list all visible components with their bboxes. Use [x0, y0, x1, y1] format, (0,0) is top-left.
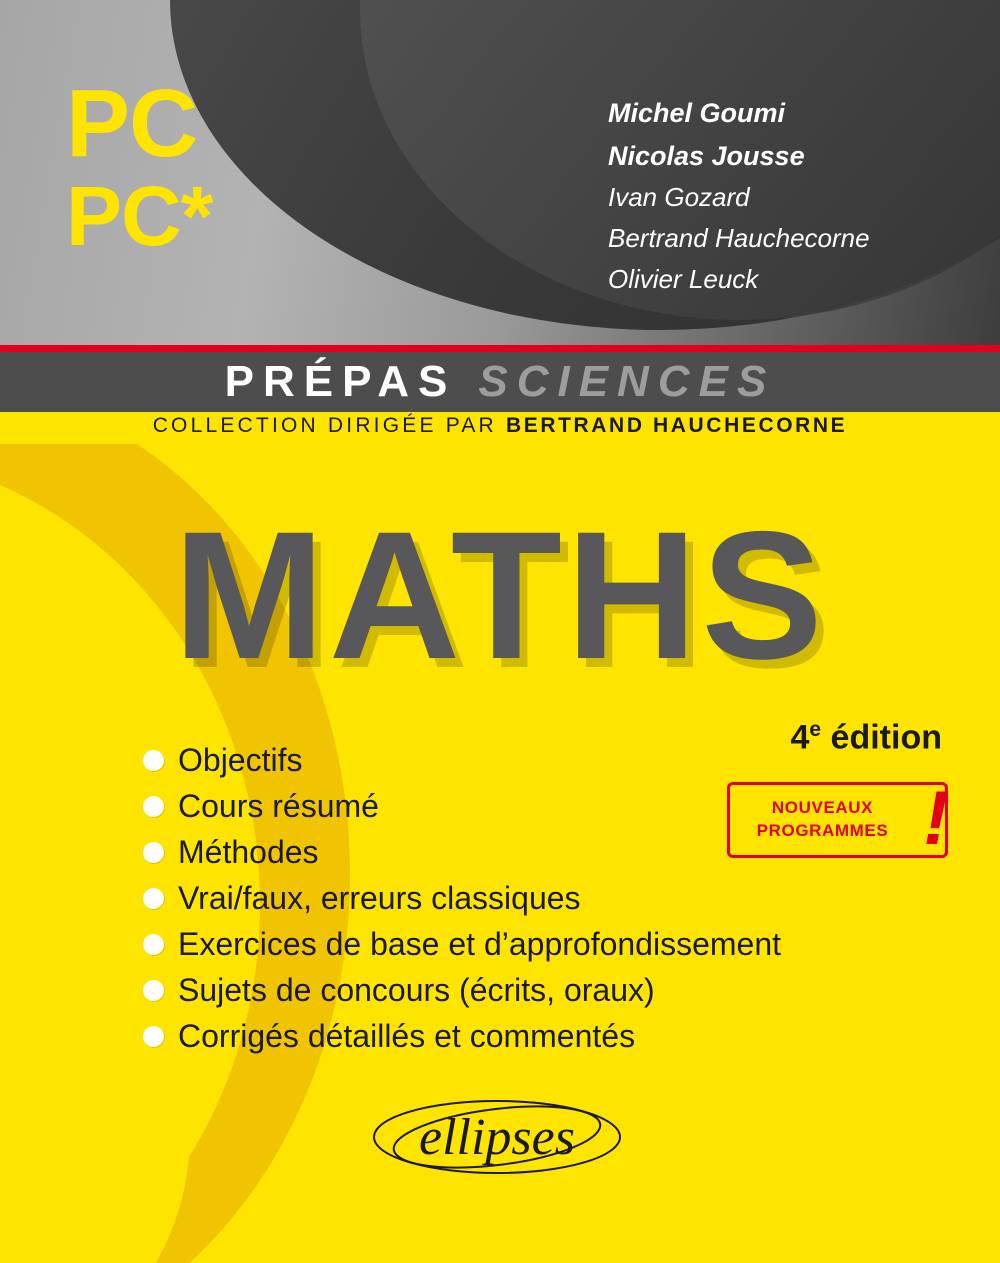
feature-list [143, 742, 883, 1064]
edition-word: édition [821, 718, 942, 757]
badge-line-2: PROGRAMMES [756, 821, 889, 840]
list-item [143, 926, 883, 963]
list-item-label: Corrigés détaillés et commentés [178, 1018, 636, 1054]
list-item [143, 1018, 883, 1055]
publisher-name: ellipses [419, 1109, 575, 1166]
list-item-label: Objectifs [178, 742, 303, 778]
bullet-dot-icon [143, 980, 164, 1001]
list-item [143, 972, 883, 1009]
series-band-title [0, 352, 1000, 412]
author-list [608, 92, 870, 301]
badge-line-1: NOUVEAUX [771, 798, 874, 818]
series-level-secondary: PC* [66, 169, 213, 264]
bullet-dot-icon [143, 750, 164, 771]
series-band-word-prepas: PRÉPAS [224, 357, 457, 406]
list-item-label: Exercices de base et d’approfondissement [178, 926, 782, 962]
list-item [143, 834, 883, 871]
bullet-dot-icon [143, 934, 164, 955]
collection-prefix: COLLECTION DIRIGÉE PAR [152, 414, 506, 437]
edition-ordinal: e [809, 718, 822, 741]
publisher-logo [370, 1090, 625, 1185]
author-name: Bertrand Hauchecorne [608, 223, 870, 254]
red-divider [0, 345, 1000, 352]
list-item-label: Vrai/faux, erreurs classiques [178, 880, 581, 916]
book-title: MATHS [173, 493, 827, 697]
bullet-dot-icon [143, 1026, 164, 1047]
bullet-dot-icon [143, 842, 164, 863]
list-item-label: Méthodes [178, 834, 319, 870]
collection-director: BERTRAND HAUCHECORNE [505, 414, 848, 437]
series-band-word-sciences: SCIENCES [478, 357, 776, 406]
list-item [143, 788, 883, 825]
series-level-block [66, 70, 213, 264]
author-name: Ivan Gozard [608, 182, 750, 213]
edition-number: 4 [790, 718, 810, 757]
list-item [143, 880, 883, 917]
bullet-dot-icon [143, 888, 164, 909]
collection-line [0, 414, 1000, 438]
author-name: Michel Goumi [608, 98, 786, 128]
author-name: Nicolas Jousse [608, 140, 805, 171]
bullet-dot-icon [143, 796, 164, 817]
list-item-label: Cours résumé [178, 788, 379, 824]
author-name: Olivier Leuck [608, 264, 759, 295]
list-item-label: Sujets de concours (écrits, oraux) [178, 972, 655, 1008]
series-level-primary: PC [66, 70, 198, 177]
exclamation-icon: ! [923, 776, 949, 861]
list-item [143, 742, 883, 779]
